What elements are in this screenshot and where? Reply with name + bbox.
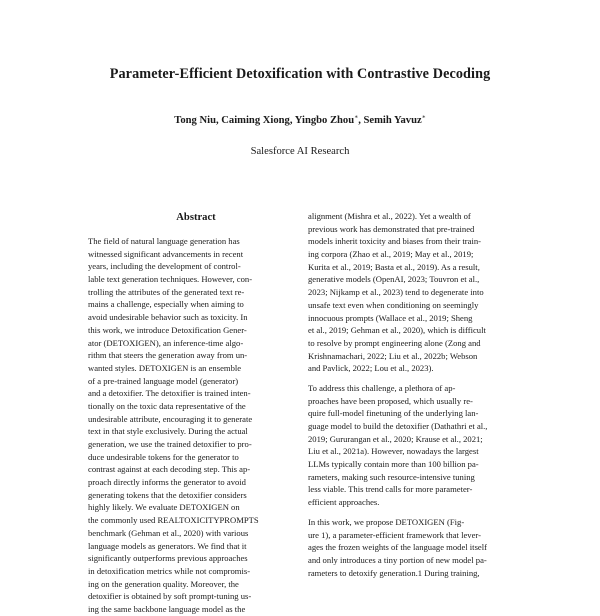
abstract-line: language models as generators. We find that it — [88, 540, 247, 551]
introduction-column — [308, 210, 530, 579]
author-mark: ∗ — [421, 114, 426, 121]
author-name: Caiming Xiong — [221, 115, 290, 126]
abstract-line: detoxifier is obtained by soft prompt-tuning us- — [88, 591, 252, 602]
text-line: ing corpora (Zhao et al., 2019; May et al., 2019; — [308, 249, 474, 260]
text-line: less viable. This trend calls for more parameter- — [308, 484, 473, 495]
text-line: to resolve by prompt engineering alone (Zong and — [308, 337, 481, 348]
abstract-heading: Abstract — [176, 212, 216, 223]
abstract-line: proach directly informs the generator to avoid — [88, 477, 246, 488]
intro-paragraph-2 — [308, 382, 530, 509]
text-line: rameters to detoxify generation.1 During training, — [308, 567, 480, 578]
abstract-line: benchmark (Gehman et al., 2020) with various — [88, 527, 249, 538]
text-line: Liu et al., 2021a). However, nowadays the largest — [308, 446, 479, 457]
author-name: Semih Yavuz — [363, 115, 422, 126]
abstract-body — [88, 235, 310, 616]
text-line: LLMs typically contain more than 100 billion pa- — [308, 459, 479, 470]
abstract-line: and a detoxifier. The detoxifier is trained inten- — [88, 388, 251, 399]
affiliation: Salesforce AI Research — [250, 146, 350, 157]
abstract-line: generation, we use the trained detoxifier to pro- — [88, 439, 252, 449]
abstract-line: trolling the attributes of the generated text re- — [88, 286, 245, 297]
author-name: Tong Niu — [174, 115, 216, 126]
intro-paragraph-3 — [308, 516, 530, 579]
abstract-line: rithm that steers the generation away from un- — [88, 350, 248, 361]
abstract-line: ator (DETOXIGEN), an inference-time algo- — [88, 337, 244, 348]
paper-title: Parameter-Efficient Detoxification with Contrastive Decoding — [109, 66, 491, 82]
abstract-line: ing on the generation quality. Moreover, the — [88, 578, 239, 589]
abstract-line: contrast against at each decoding step. This ap- — [88, 464, 251, 475]
text-line: guage model to build the detoxifier (Dathathri et al., — [308, 421, 488, 431]
text-line: and Pavlick, 2022; Lou et al., 2023). — [308, 363, 434, 374]
text-line: efficient approaches. — [308, 497, 380, 508]
text-line: innocuous prompts (Wallace et al., 2019; Sheng — [308, 312, 473, 323]
abstract-line: mains a challenge, especially when aiming to — [88, 299, 244, 310]
intro-paragraph-1 — [308, 210, 530, 375]
abstract-line: years, including the development of control- — [88, 261, 241, 272]
abstract-line: the commonly used REALTOXICITYPROMPTS — [88, 515, 259, 526]
text-line: rameters, making such resource-intensive tuning — [308, 471, 475, 482]
text-line: 2023; Nijkamp et al., 2023) tend to degenerate into — [308, 287, 484, 298]
text-line: et al., 2019; Gehman et al., 2020), which is difficult — [308, 325, 486, 336]
abstract-line: tionally on the toxic data representative of the — [88, 400, 246, 411]
text-line: models inherit toxicity and biases from their train- — [308, 236, 482, 247]
text-line: ages the frozen weights of the language model itself — [308, 542, 487, 553]
text-line: 2019; Gururangan et al., 2020; Krause et al., 2021; — [308, 433, 483, 444]
abstract-line: avoid undesirable behavior such as toxicity. In — [88, 312, 248, 323]
text-line: unsafe text even when conditioning on seemingly — [308, 299, 479, 310]
abstract-line: generating tokens that the detoxifier considers — [88, 489, 247, 500]
abstract-line: significantly outperforms previous approaches — [88, 553, 248, 564]
text-line: alignment (Mishra et al., 2022). Yet a wealth of — [308, 211, 471, 221]
text-line: proaches have been proposed, which usually re- — [308, 395, 473, 406]
abstract-line: highly likely. We evaluate DETOXIGEN on — [88, 502, 240, 513]
text-line: quire full-model finetuning of the underlying lan- — [308, 408, 479, 419]
text-line: To address this challenge, a plethora of ap- — [308, 382, 456, 393]
abstract-line: this work, we introduce Detoxification Gener- — [88, 324, 247, 335]
text-line: and only introduces a tiny portion of new model pa- — [308, 554, 487, 565]
text-line: previous work has demonstrated that pre-trained — [308, 223, 475, 234]
abstract-line: duce undesirable tokens for the generator to — [88, 451, 239, 462]
text-line: In this work, we propose DETOXIGEN (Fig- — [308, 516, 465, 527]
abstract-line: witnessed significant advancements in recent — [88, 248, 244, 259]
author-list: Tong Niu, Caiming Xiong, Yingbo Zhou∗, Semih Yavuz∗ — [174, 114, 426, 126]
abstract-line: ing the same backbone language model as the — [88, 603, 246, 614]
text-line: Kurita et al., 2019; Basta et al., 2019). As a result, — [308, 261, 480, 272]
author-mark: ∗ — [354, 114, 359, 121]
abstract-line: lable text generation techniques. However, con- — [88, 274, 253, 285]
text-line: ure 1), a parameter-efficient framework that lever- — [308, 529, 481, 540]
abstract-line: text in that style exclusively. During the actual — [88, 426, 248, 437]
abstract-line: of a pre-trained language model (generator) — [88, 375, 239, 386]
abstract-line: undesirable attribute, encouraging it to generate — [88, 413, 253, 424]
abstract-line: The field of natural language generation has — [88, 236, 240, 246]
abstract-line: wanted styles. DETOXIGEN is an ensemble — [88, 362, 242, 373]
text-line: Krishnamachari, 2022; Liu et al., 2022b; Webson — [308, 350, 478, 361]
abstract-line: in detoxification metrics while not compromis- — [88, 565, 251, 576]
text-line: generative models (OpenAI, 2023; Touvron et al., — [308, 274, 480, 285]
author-name: Yingbo Zhou — [294, 115, 355, 126]
